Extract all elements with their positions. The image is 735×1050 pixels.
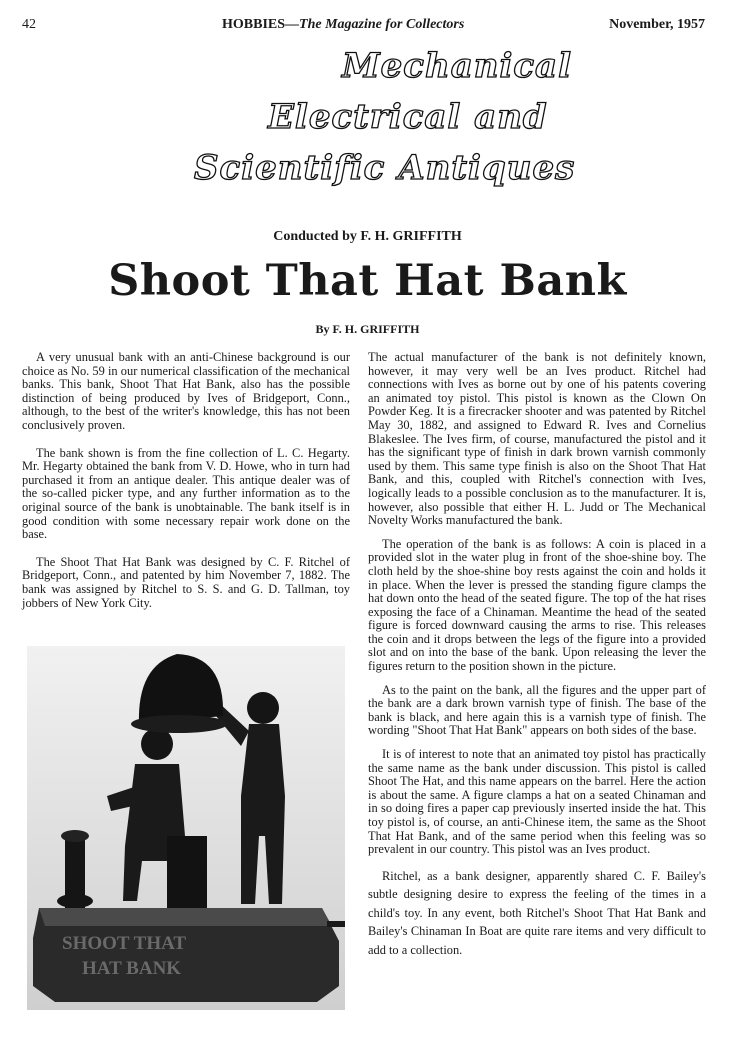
bank-illustration bbox=[27, 646, 345, 1010]
department-title-line-1: Mechanical bbox=[342, 46, 573, 86]
bank-photograph bbox=[27, 646, 345, 1010]
paragraph: The bank shown is from the fine collection of L. C. Hegarty. Mr. Hegarty obtained the bank from V. D. Howe, who in turn had purchased it from an antique dealer. This antique dealer was of the so-called picker type, and any further information as to the original source of the bank is unobtainable. The bank itself is in good condition with some necessary repair work done on the base. bbox=[22, 445, 350, 542]
paragraph: It is of interest to note that an animated toy pistol has practically the same name as the bank under discussion. This pistol is called Shoot The Hat, and this name appears on the barrel. Here the action is about the same. A figure clamps a hat on a seated Chinaman and in so doing fires a paper cap previously inserted inside the hat. This toy pistol is, of course, an anti-Chinese item, the same as the Shoot That Hat Bank, and of the same period when this feeling was so prevalent in our country. This pistol was an Ives product. bbox=[368, 747, 706, 857]
page-number: 42 bbox=[22, 17, 36, 32]
left-column bbox=[22, 351, 350, 624]
bank-lever bbox=[327, 921, 345, 927]
seated-figure bbox=[141, 728, 173, 760]
paragraph: The operation of the bank is as follows: A coin is placed in a provided slot in the water plug in front of the shoe-shine boy. The cloth held by the shoe-shine boy rests against the coin and holds it in place. When the lever is pressed the standing figure clamps the hat down onto the head of the seated figure. The top of the hat rises exposing the face of a Chinaman. Meantime the head of the seated figure is forced downward causing the arms to rise. This releases the coin and it drops between the legs of the figure into a provided slot and on into the base of the bank. Upon releasing the lever the figures return to the position shown in the picture. bbox=[368, 536, 706, 674]
article-title: Shoot That Hat Bank bbox=[108, 256, 627, 306]
issue-date: November, 1957 bbox=[609, 17, 705, 32]
base-inscription-bottom: HAT BANK bbox=[82, 958, 182, 979]
base-inscription-top: SHOOT THAT bbox=[62, 933, 187, 954]
paragraph: The Shoot That Hat Bank was designed by C. F. Ritchel of Bridgeport, Conn., and patented by him November 7, 1882. The bank was assigned by Ritchel to S. S. and G. D. Tallman, toy jobbers of New York City. bbox=[22, 554, 350, 610]
department-title-line-3: Scientific Antiques bbox=[194, 148, 576, 188]
right-column bbox=[368, 351, 706, 969]
standing-figure bbox=[247, 692, 279, 724]
paragraph: Ritchel, as a bank designer, apparently shared C. F. Bailey's subtle designing desire to express the feeling of the times in a child's toy. In any event, both Ritchel's Shoot That Hat Bank and Bailey's Chinaman In Boat are quite rare items and very difficult to add to a collection. bbox=[368, 868, 706, 957]
magazine-name: HOBBIES bbox=[222, 17, 286, 32]
magazine-tagline: —The Magazine for Collectors bbox=[285, 17, 465, 32]
paragraph: The actual manufacturer of the bank is not definitely known, however, it may very well be an Ives product. Ritchel had connections with Ives as borne out by one of his patents covering an animated toy pistol. This pistol is known as the Clown On Powder Keg. It is a firecracker shooter and was patented by Ritchel May 30, 1882, and assigned to Edward R. Ives and Cornelius Blakeslee. The Ives firm, of course, manufactured the pistol and it has the significant type of finish in dark brown varnish commonly used by them. This same type finish is also on the Shoot That Hat Bank, and this, coupled with Ritchel's connection with Ives, logically leads to a possible conclusion as to the manufacturer. It is, however, also possible that either H. L. Judd or The Mechanical Novelty Works manufactured the bank. bbox=[368, 350, 706, 528]
paragraph: A very unusual bank with an anti-Chinese background is our choice as No. 59 in our numerical classification of the mechanical banks. This bank, Shoot That Hat Bank, also has the possible distinction of being produced by Ives of Bridgeport, Conn., although, to the best of the writer's knowledge, this has not been conclusively proven. bbox=[22, 350, 350, 432]
running-title bbox=[222, 17, 464, 33]
byline: By F. H. GRIFFITH bbox=[315, 322, 420, 336]
conducted-by: Conducted by F. H. GRIFFITH bbox=[273, 229, 462, 244]
paragraph: As to the paint on the bank, all the figures and the upper part of the bank are a dark brown varnish type of finish. The base of the bank is black, and here again this is a varnish type of finish. The wording "Shoot That Hat Bank" appears on both sides of the base. bbox=[368, 682, 706, 738]
stool bbox=[167, 836, 207, 908]
department-title-line-2: Electrical and bbox=[268, 97, 548, 137]
